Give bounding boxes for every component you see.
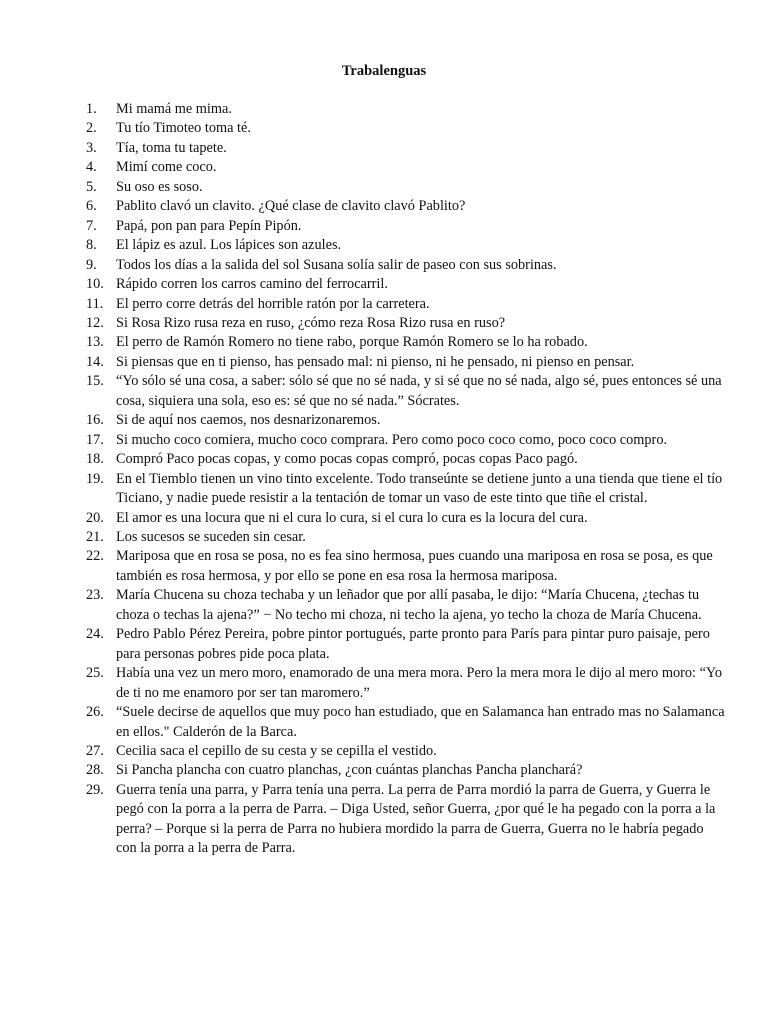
document-title: Trabalenguas bbox=[341, 63, 427, 79]
list-item-text: “Yo sólo sé una cosa, a saber: sólo sé que no sé nada, y si sé que no sé nada, algo sé, pues entonces sé una cosa, siquiera una sola, eso es: sé que no sé nada.” Sócrates. bbox=[116, 373, 722, 409]
list-item-text: El perro de Ramón Romero no tiene rabo, porque Ramón Romero se lo ha robado. bbox=[116, 334, 588, 351]
list-item-number: 10. bbox=[86, 276, 104, 293]
list-item bbox=[86, 236, 726, 255]
list-item-text: El amor es una locura que ni el cura lo cura, si el cura lo cura es la locura del cura. bbox=[116, 509, 588, 526]
list-item bbox=[86, 703, 726, 742]
list-item-text: Mi mamá me mima. bbox=[116, 101, 232, 117]
list-item-number: 7. bbox=[86, 217, 97, 234]
list-item-text: Si mucho coco comiera, mucho coco comprara. Pero como poco coco como, poco coco compro. bbox=[116, 431, 668, 448]
list-item-text: Todos los días a la salida del sol Susana solía salir de paseo con sus sobrinas. bbox=[116, 256, 557, 273]
list-item-number: 15. bbox=[86, 373, 104, 390]
list-item-text: Si Pancha plancha con cuatro planchas, ¿con cuántas planchas Pancha planchará? bbox=[116, 762, 583, 779]
list-item bbox=[86, 197, 726, 216]
list-item bbox=[86, 217, 726, 236]
list-item-number: 29. bbox=[86, 781, 104, 798]
list-item-number: 19. bbox=[86, 470, 104, 487]
list-item-text: Los sucesos se suceden sin cesar. bbox=[116, 528, 306, 545]
tongue-twister-list bbox=[86, 100, 726, 859]
list-item-number: 12. bbox=[86, 314, 104, 331]
list-item-text: Guerra tenía una parra, y Parra tenía una perra. La perra de Parra mordió la parra de Guerra, y Guerra le pegó con la porra a la perra de Parra. – Diga Usted, señor Guerra, ¿por qué le ha pegado con la porra a la perra? – Porque si la perra de Parra no hubiera mordido la parra de Guerra, Guerra no le habría pegado con la porra a la perra de Parra. bbox=[116, 781, 716, 857]
list-item-number: 2. bbox=[86, 120, 97, 137]
list-item-text: Había una vez un mero moro, enamorado de una mera mora. Pero la mera mora le dijo al mero moro: “Yo de ti no me enamoro por ser tan maromero.” bbox=[116, 665, 722, 701]
list-item-text: Pedro Pablo Pérez Pereira, pobre pintor portugués, parte pronto para París para pintar puro paisaje, pero para personas pobres pide poca plata. bbox=[116, 626, 710, 662]
list-item-number: 18. bbox=[86, 451, 104, 468]
list-item-text: El perro corre detrás del horrible ratón por la carretera. bbox=[116, 295, 430, 312]
list-item bbox=[86, 178, 726, 197]
list-item bbox=[86, 314, 726, 333]
list-item bbox=[86, 761, 726, 780]
list-item bbox=[86, 664, 726, 703]
list-item-number: 11. bbox=[86, 295, 104, 312]
list-item-number: 21. bbox=[86, 528, 104, 545]
list-item-text: Su oso es soso. bbox=[116, 178, 203, 195]
list-item-text: Si de aquí nos caemos, nos desnarizonaremos. bbox=[116, 412, 381, 429]
list-item-number: 13. bbox=[86, 334, 104, 351]
list-item-text: María Chucena su choza techaba y un leñador que por allí pasaba, le dijo: “María Chucena, ¿techas tu choza o techas la ajena?” − No techo mi choza, ni techo la ajena, yo techo la choza de María Chucena. bbox=[116, 587, 702, 623]
list-item bbox=[86, 139, 726, 158]
list-item bbox=[86, 509, 726, 528]
list-item-number: 8. bbox=[86, 237, 97, 254]
list-item-number: 17. bbox=[86, 431, 104, 448]
list-item bbox=[86, 625, 726, 664]
list-item-number: 25. bbox=[86, 665, 104, 682]
list-item-number: 22. bbox=[86, 548, 104, 565]
list-item bbox=[86, 275, 726, 294]
list-item-number: 3. bbox=[86, 139, 97, 156]
list-item bbox=[86, 256, 726, 275]
list-item bbox=[86, 431, 726, 450]
list-item bbox=[86, 547, 726, 586]
list-item-text: En el Tiemblo tienen un vino tinto excelente. Todo transeúnte se detiene junto a una tienda que tiene el tío Ticiano, y nadie puede resistir a la tentación de tomar un vaso de este tinto que tiñe el cristal. bbox=[116, 470, 723, 507]
list-item-text: Compró Paco pocas copas, y como pocas copas compró, pocas copas Paco pagó. bbox=[116, 451, 578, 468]
list-item-number: 9. bbox=[86, 256, 97, 273]
list-item-number: 4. bbox=[86, 159, 97, 176]
list-item-number: 5. bbox=[86, 178, 97, 195]
list-item bbox=[86, 528, 726, 547]
list-item-text: Tu tío Timoteo toma té. bbox=[116, 120, 251, 137]
list-item-text: Si Rosa Rizo rusa reza en ruso, ¿cómo reza Rosa Rizo rusa en ruso? bbox=[116, 314, 506, 331]
list-item bbox=[86, 450, 726, 469]
list-item-number: 14. bbox=[86, 353, 104, 370]
list-item bbox=[86, 470, 726, 509]
list-item-text: Papá, pon pan para Pepín Pipón. bbox=[116, 217, 302, 234]
list-item-number: 23. bbox=[86, 587, 104, 604]
list-item-text: Si piensas que en ti pienso, has pensado mal: ni pienso, ni he pensado, ni pienso en pensar. bbox=[116, 353, 635, 370]
list-item bbox=[86, 742, 726, 761]
list-item bbox=[86, 158, 726, 177]
list-item bbox=[86, 295, 726, 314]
list-item-text: “Suele decirse de aquellos que muy poco han estudiado, que en Salamanca han entrado mas no Salamanca en ellos." Calderón de la Barca. bbox=[116, 704, 725, 740]
list-item bbox=[86, 411, 726, 430]
list-item bbox=[86, 586, 726, 625]
list-item bbox=[86, 119, 726, 138]
list-item-text: Rápido corren los carros camino del ferrocarril. bbox=[116, 276, 388, 293]
list-item-text: Tía, toma tu tapete. bbox=[116, 139, 227, 156]
list-item-number: 20. bbox=[86, 509, 104, 526]
list-item-text: Mariposa que en rosa se posa, no es fea sino hermosa, pues cuando una mariposa en rosa se posa, es que también es rosa hermosa, y por ello se pone en esa rosa la hermosa mariposa. bbox=[116, 548, 713, 584]
list-item-number: 24. bbox=[86, 626, 104, 643]
list-item-number: 1. bbox=[86, 101, 97, 117]
list-item-number: 26. bbox=[86, 704, 104, 721]
list-item-text: Cecilia saca el cepillo de su cesta y se cepilla el vestido. bbox=[116, 742, 437, 759]
list-item bbox=[86, 353, 726, 372]
list-item bbox=[86, 372, 726, 411]
list-item bbox=[86, 100, 726, 119]
list-item-text: Mimí come coco. bbox=[116, 159, 217, 176]
list-item-text: El lápiz es azul. Los lápices son azules. bbox=[116, 237, 342, 254]
list-item-number: 6. bbox=[86, 198, 97, 215]
list-item bbox=[86, 781, 726, 859]
list-item bbox=[86, 333, 726, 352]
list-item-number: 28. bbox=[86, 762, 104, 779]
list-item-number: 16. bbox=[86, 412, 104, 429]
list-item-number: 27. bbox=[86, 742, 104, 759]
list-item-text: Pablito clavó un clavito. ¿Qué clase de clavito clavó Pablito? bbox=[116, 198, 466, 215]
